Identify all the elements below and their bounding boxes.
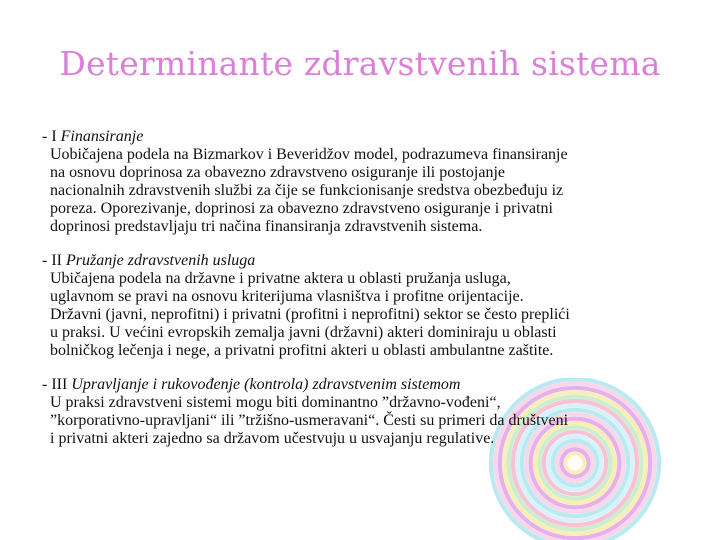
paragraph-line: u praksi. U većini evropskih zemalja javni (državni) akteri dominiraju u oblasti	[50, 324, 557, 341]
section-paragraph	[42, 270, 692, 360]
section-number: - III	[42, 376, 68, 393]
paragraph-line: na osnovu doprinosa za obavezno zdravstveno osiguranje ili postojanje	[50, 164, 505, 181]
section-number: - I	[42, 128, 57, 145]
section-heading	[42, 252, 692, 270]
section-paragraph	[42, 394, 692, 448]
section-heading-text: Finansiranje	[60, 128, 144, 145]
section-paragraph	[42, 146, 692, 236]
paragraph-line: poreza. Oporezivanje, doprinosi za obavezno zdravstveno osiguranje i privatni	[50, 200, 553, 217]
paragraph-line: bolničkog lečenja i nege, a privatni profitni akteri u oblasti ambulantne zaštite.	[50, 342, 554, 359]
section-governance	[42, 376, 692, 448]
paragraph-line: Državni (javni, neprofitni) i privatni (profitni i neprofitni) sektor se često preplići	[50, 306, 570, 323]
paragraph-line: U praksi zdravstveni sistemi mogu biti dominantno ”državno-vođeni“,	[50, 394, 501, 411]
section-service-delivery	[42, 252, 692, 360]
section-heading-text: Pružanje zdravstvenih usluga	[65, 252, 256, 269]
paragraph-line: ”korporativno-upravljani“ ili ”tržišno-usmeravani“. Česti su primeri da društveni	[50, 412, 569, 429]
slide-content	[42, 128, 692, 448]
section-heading-text: Upravljanje i rukovođenje (kontrola) zdravstvenim sistemom	[71, 376, 461, 393]
section-number: - II	[42, 252, 62, 269]
paragraph-line: uglavnom se pravi na osnovu kriterijuma vlasništva i profitne orijentacije.	[50, 288, 524, 305]
paragraph-line: doprinosi predstavljaju tri načina finansiranja zdravstvenih sistema.	[50, 218, 483, 235]
section-financing	[42, 128, 692, 236]
paragraph-line: i privatni akteri zajedno sa državom učestvuju u usvajanju regulative.	[50, 430, 495, 447]
paragraph-line: Ubičajena podela na državne i privatne aktera u oblasti pružanja usluga,	[50, 270, 511, 287]
slide-title: Determinante zdravstvenih sistema	[59, 44, 661, 83]
paragraph-line: nacionalnih zdravstvenih službi za čije se funkcionisanje sredstva obezbeđuju iz	[50, 182, 564, 199]
section-heading	[42, 376, 692, 394]
section-heading	[42, 128, 692, 146]
paragraph-line: Uobičajena podela na Bizmarkov i Beveridžov model, podrazumeva finansiranje	[50, 146, 568, 163]
